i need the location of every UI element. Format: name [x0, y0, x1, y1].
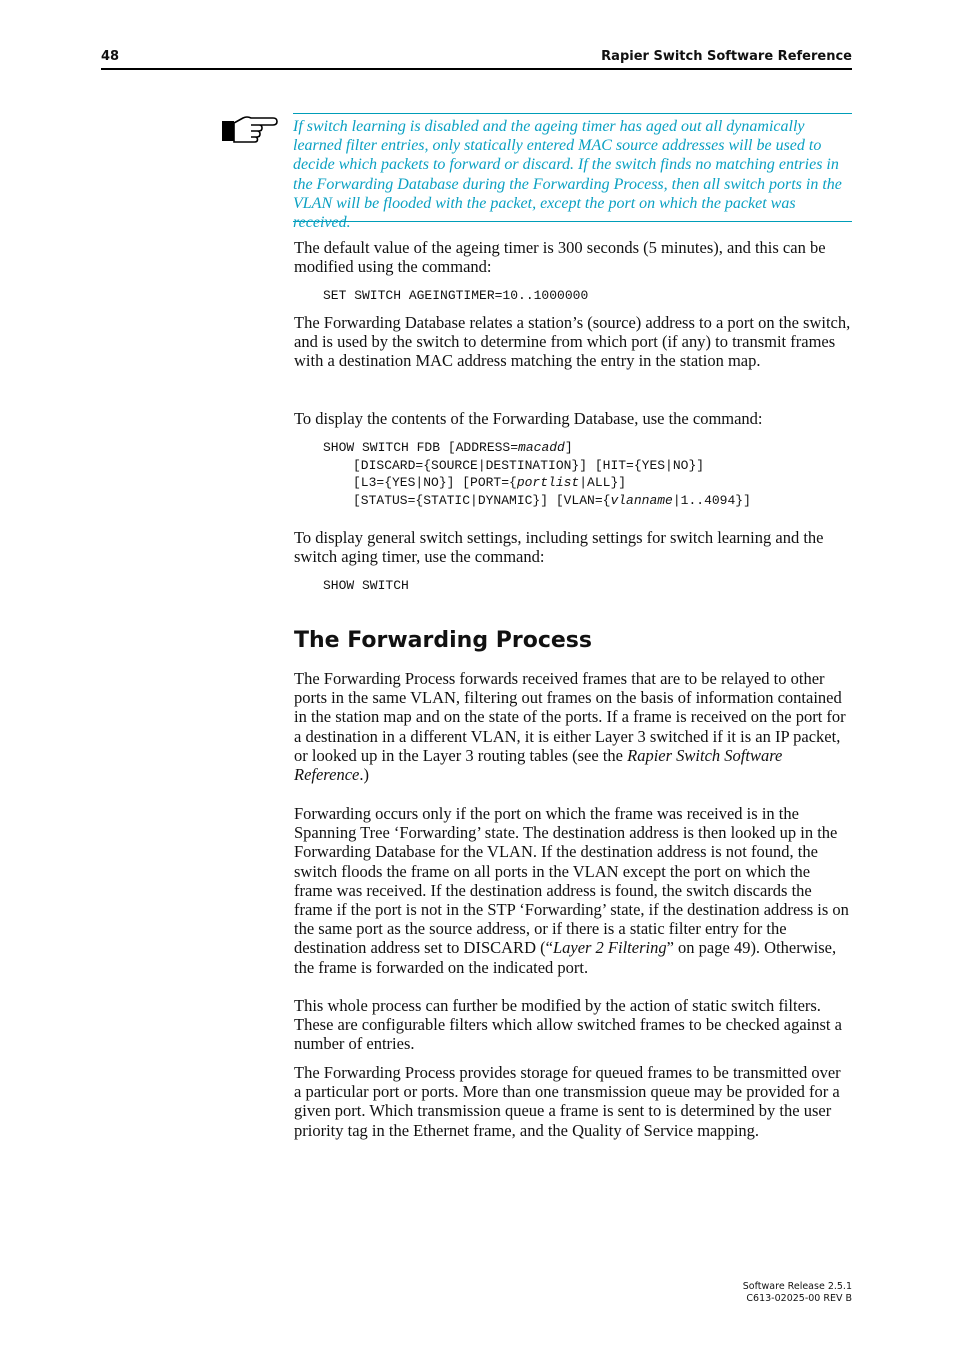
- paragraph-static-filters: This whole process can further be modified by the action of static switch filters. These are configurable filters which allow switched frames to be checked against a number of entries.: [294, 996, 842, 1054]
- footer-release: Software Release 2.5.1: [742, 1281, 852, 1292]
- command-set-ageingtimer: SET SWITCH AGEINGTIMER=10..1000000: [323, 288, 589, 303]
- note-text: If switch learning is disabled and the ageing timer has aged out all dynamically learned filter entries, only statically entered MAC source addresses will be used to decide which packets to forward or discard. If the switch finds no matching entries in the Forwarding Database during the Forwarding Process, then all switch ports in the VLAN will be flooded with the packet, except the port on which the packet was received.: [293, 118, 842, 232]
- code-line-2: [DISCARD={SOURCE|DESTINATION}] [HIT={YES|NO}]: [353, 457, 705, 473]
- code-line-1: SHOW SWITCH FDB [ADDRESS=macadd]: [323, 440, 573, 455]
- paragraph-forwarding-occurs: Forwarding occurs only if the port on which the frame was received is in the Spanning Tree ‘Forwarding’ state. The destination address is then looked up in the Forwarding Database for the VLAN. If the destination address is not found, the switch floods the frame on all ports in the VLAN except the port on which the frame was received. If the destination address is found, the switch discards the frame if the port is not in the STP ‘Forwarding’ state, if the destination address is on the same port as the source address, or if there is a static filter entry for the destination address set to DISCARD (“Layer 2 Filtering” on page 49). Otherwise, the frame is forwarded on the indicated port.: [294, 804, 849, 977]
- paragraph-forwarding-process: The Forwarding Process forwards received frames that are to be relayed to other ports in the same VLAN, filtering out frames on the basis of information contained in the station map and on the state of the ports. If a frame is received on the port for a destination in a different VLAN, it is either Layer 3 switched if it is an IP packet, or looked up in the Layer 3 routing tables (see the Rapier Switch Software Reference.): [294, 669, 846, 785]
- paragraph-display-settings: To display general switch settings, including settings for switch learning and the switch aging timer, use the command:: [294, 528, 824, 567]
- page-footer: [743, 1281, 852, 1304]
- footer-document-code: C613-02025-00 REV B: [746, 1292, 852, 1304]
- command-show-switch-fdb: [323, 439, 751, 509]
- section-heading: The Forwarding Process: [294, 628, 592, 653]
- paragraph-queues: The Forwarding Process provides storage for queued frames to be transmitted over a particular port or ports. More than one transmission queue may be provided for a given port. Which transmission queue a frame is sent to is determined by the user priority tag in the Ethernet frame, and the Quality of Service mapping.: [294, 1063, 841, 1140]
- paragraph-display-fdb: To display the contents of the Forwarding Database, use the command:: [294, 409, 763, 428]
- command-show-switch: SHOW SWITCH: [323, 578, 409, 593]
- page-header: [101, 47, 852, 70]
- page-number: 48: [101, 49, 120, 64]
- code-line-4: [STATUS={STATIC|DYNAMIC}] [VLAN={vlanname|1..4094}]: [353, 492, 751, 508]
- code-line-3: [L3={YES|NO}] [PORT={portlist|ALL}]: [353, 475, 627, 490]
- note-box: [293, 113, 852, 232]
- paragraph-forwarding-database: The Forwarding Database relates a station’s (source) address to a port on the switch, and is used by the switch to determine from which port (if any) to transmit frames with a destination MAC address matching the entry in the station map.: [294, 313, 851, 371]
- paragraph-ageing-default: The default value of the ageing timer is 300 seconds (5 minutes), and this can be modified using the command:: [294, 238, 826, 277]
- pointing-hand-icon: [221, 112, 279, 144]
- running-title: Rapier Switch Software Reference: [601, 49, 852, 64]
